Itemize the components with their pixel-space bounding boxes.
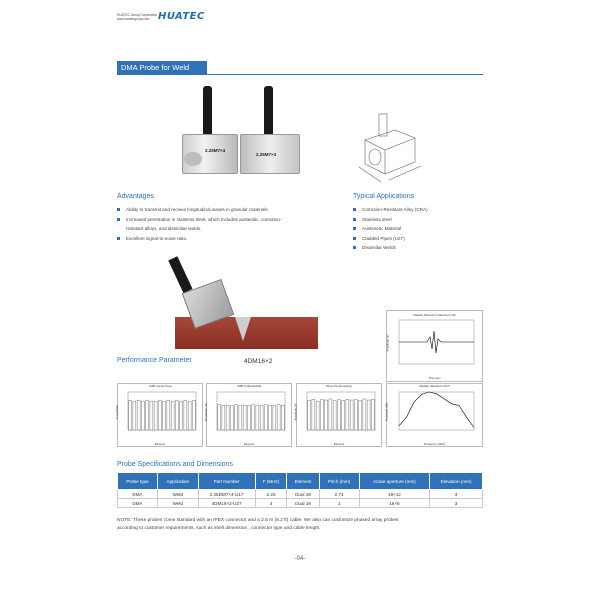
table-cell: DMA bbox=[118, 490, 158, 499]
probe-label-right: 2.25M7×4 bbox=[256, 152, 277, 157]
bar bbox=[171, 401, 174, 430]
bar bbox=[354, 400, 357, 430]
list-item: Corrosion-Resistant Alloy (CRA) bbox=[353, 205, 483, 215]
bar bbox=[239, 405, 242, 430]
bar bbox=[141, 401, 144, 430]
bar bbox=[133, 401, 136, 430]
table-cell: 19×12 bbox=[359, 490, 429, 499]
bar bbox=[264, 405, 267, 430]
performance-model: 4DM16×2 bbox=[244, 358, 273, 365]
table-cell: 4 bbox=[255, 499, 287, 508]
col-header: Probe type bbox=[118, 473, 158, 490]
table-cell: Weld bbox=[158, 490, 198, 499]
specs-note bbox=[117, 517, 487, 533]
bar bbox=[226, 405, 229, 430]
waveform-ylabel: Amplitude (V) bbox=[385, 334, 390, 352]
performance-heading: Performance Parameter bbox=[117, 357, 192, 364]
col-header: Element bbox=[287, 473, 319, 490]
bar bbox=[371, 399, 374, 430]
col-header: Application bbox=[158, 473, 198, 490]
bar bbox=[252, 405, 255, 430]
table-cell: 1 bbox=[319, 499, 359, 508]
bar bbox=[273, 405, 276, 430]
table-cell: DMA bbox=[118, 499, 158, 508]
bar bbox=[281, 405, 284, 430]
bar bbox=[312, 399, 315, 430]
probe-label-left: 2.25M7×4 bbox=[205, 148, 226, 153]
table-header-row bbox=[118, 473, 483, 490]
table-cell: Dual 28 bbox=[287, 490, 319, 499]
page-number: -04- bbox=[294, 556, 306, 562]
chart-ylabel: Amplitude (V) bbox=[293, 403, 298, 421]
table-cell: 3 bbox=[430, 499, 483, 508]
bar bbox=[333, 401, 336, 430]
chart-ylabel: Bandwidth (%) bbox=[204, 402, 209, 422]
chart-title: Median Waveform FFT bbox=[419, 384, 450, 388]
table-cell: 4DM16×2-U27 bbox=[198, 499, 255, 508]
list-item: resistant alloys, and dissimilar welds. bbox=[126, 226, 202, 231]
bar bbox=[256, 405, 259, 430]
bar bbox=[154, 401, 157, 430]
bar bbox=[320, 400, 323, 430]
chart-title: -6dB Center Freq bbox=[148, 384, 172, 388]
page-title: DMA Probe for Weld bbox=[117, 61, 207, 74]
bar bbox=[158, 400, 161, 430]
bar bbox=[129, 400, 132, 430]
bar bbox=[235, 405, 238, 430]
table-cell: 2.25 bbox=[255, 490, 287, 499]
bar bbox=[218, 405, 221, 430]
chart-ylabel: Amplitude (dB) bbox=[384, 402, 389, 422]
weld-illustration bbox=[175, 255, 320, 350]
bar bbox=[367, 400, 370, 430]
bar bbox=[230, 406, 233, 430]
waveform-xlabel: Time (μs) bbox=[428, 376, 441, 380]
bar bbox=[277, 405, 280, 430]
waveform-plot bbox=[387, 317, 482, 373]
list-item: Ability to transmit and receive longitudinal waves in granular materials. bbox=[117, 205, 347, 215]
list-item: Cladded Pipes (U27) bbox=[353, 234, 483, 244]
title-divider bbox=[117, 74, 483, 75]
list-item: Dissimilar Welds bbox=[353, 243, 483, 253]
bar bbox=[342, 400, 345, 430]
bar bbox=[269, 405, 272, 430]
bar bbox=[316, 401, 319, 430]
col-header: Part Number bbox=[198, 473, 255, 490]
applications-list bbox=[353, 205, 483, 253]
company-name: HUATEC Group Corporation bbox=[117, 13, 158, 17]
brand-logo: HUATEC bbox=[158, 11, 205, 22]
table-row bbox=[118, 499, 483, 508]
chart-title: -6dB % Bandwidth bbox=[236, 384, 262, 388]
fft-line bbox=[399, 392, 474, 428]
col-header: F (MHz) bbox=[255, 473, 287, 490]
advantages-heading: Advantages bbox=[117, 193, 154, 200]
bar bbox=[222, 405, 225, 430]
list-item: Austenetic Material bbox=[353, 224, 483, 234]
bar bbox=[329, 399, 332, 430]
specs-heading: Probe Specifications and Dimensions bbox=[117, 461, 233, 468]
bar bbox=[184, 400, 187, 430]
col-header: Pitch (mm) bbox=[319, 473, 359, 490]
probe-photo-right bbox=[240, 86, 310, 186]
waveform-chart bbox=[386, 310, 483, 382]
table-cell: 2.71 bbox=[319, 490, 359, 499]
bar bbox=[188, 401, 191, 430]
table-cell: 16×6 bbox=[359, 499, 429, 508]
table-cell: 2.25DM7×4-U17 bbox=[198, 490, 255, 499]
bar bbox=[350, 400, 353, 430]
chart-xlabel: Element bbox=[154, 442, 166, 446]
company-website: www.huatecgroup.com bbox=[117, 17, 150, 21]
bar bbox=[180, 401, 183, 430]
chart-title: Pk-to-Pk Sensitivity bbox=[326, 384, 352, 388]
bar bbox=[146, 400, 149, 430]
bar bbox=[308, 400, 311, 430]
bar bbox=[175, 400, 178, 430]
col-header: Elevation (mm) bbox=[430, 473, 483, 490]
chart-sensitivity bbox=[293, 383, 382, 447]
chart-xlabel: Frequency (MHz) bbox=[423, 442, 446, 446]
applications-heading: Typical Applications bbox=[353, 193, 415, 200]
bar bbox=[325, 400, 328, 430]
list-item: Increased penetration in stainless steel, which includes austenitic, corrosion- bbox=[117, 215, 347, 225]
bar bbox=[363, 399, 366, 430]
bar bbox=[163, 401, 166, 430]
bar bbox=[243, 405, 246, 430]
bar bbox=[346, 399, 349, 430]
col-header: Active aperture (mm) bbox=[359, 473, 429, 490]
table-cell: Weld bbox=[158, 499, 198, 508]
bar bbox=[167, 400, 170, 430]
table-cell: Dual 16 bbox=[287, 499, 319, 508]
chart-fft bbox=[386, 383, 483, 447]
list-item: Stainless steel bbox=[353, 215, 483, 225]
bar bbox=[359, 400, 362, 430]
table-cell: 3 bbox=[430, 490, 483, 499]
bar bbox=[150, 401, 153, 430]
chart-ylabel: Freq (MHz) bbox=[115, 404, 120, 420]
table-row bbox=[118, 490, 483, 499]
chart-xlabel: Element bbox=[243, 442, 255, 446]
specs-table bbox=[117, 472, 483, 508]
note-line: according to customer requirements, such as shell dimension , connector type and cable length. bbox=[117, 526, 321, 531]
list-item: Excellent signal-to-noise ratio. bbox=[117, 234, 347, 244]
bar bbox=[337, 400, 340, 430]
chart-center-freq bbox=[117, 383, 203, 447]
bar bbox=[137, 400, 140, 430]
waveform-title: Median Waveform (Element 16) bbox=[413, 313, 456, 317]
advantages-list bbox=[117, 205, 347, 243]
chart-xlabel: Element bbox=[333, 442, 345, 446]
bar bbox=[247, 405, 250, 430]
bar bbox=[260, 405, 263, 430]
bar bbox=[192, 400, 195, 430]
chart-bandwidth bbox=[206, 383, 292, 447]
note-line: NOTE: These probes come standard with an IPEX connector and a 2.5 m (8.2 ft) cable. We also can customize phased array probes bbox=[117, 518, 399, 523]
probe-drawing bbox=[355, 112, 435, 192]
